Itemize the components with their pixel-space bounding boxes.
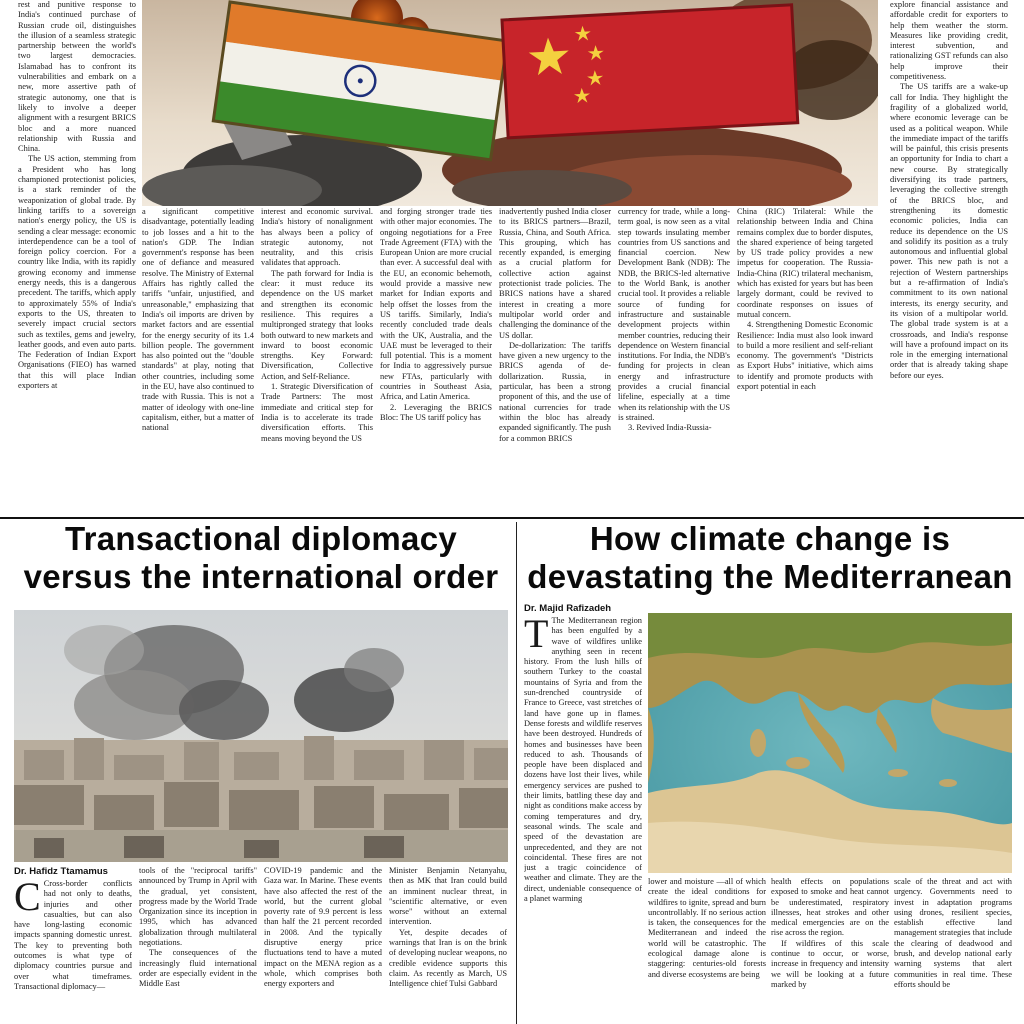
top-story-image — [142, 0, 878, 206]
paragraph: and forging stronger trade ties with other major economies. The ongoing negotiations for a Free Trade Agreement (FTA) with the European Union are more crucial than ever. A successful deal with the EU, an economic behemoth, would provide a massive new market for Indian exports and help offset the losses from the US tariffs. Similarly, India's recently concluded trade deals with the UK, Australia, and the UAE must be leveraged to their full potential. This is a moment for India to aggressively pursue new FTAs, particularly with countries in Southeast Asia, Africa, and Latin America. — [380, 207, 492, 402]
right-story-headline: How climate change is devastating the Mediterranean — [527, 520, 1013, 595]
left-story-column-1 — [14, 879, 132, 1024]
paragraph: 1. Strategic Diversification of Trade Partners: The most immediate and critical step for India is to accelerate its trade diversification efforts. This means moving beyond the US — [261, 382, 373, 443]
paragraph: COVID-19 pandemic and the Gaza war. In Marine. These events have also affected the rest of the world, but the current global poverty rate of 9.9 percent is less than half the 21 percent recorded in 2008. And the typically disruptive energy price fluctuations tend to have a muted impact on the MENA region as a whole, which comprises both energy exporters and — [264, 866, 382, 989]
left-story-column-4 — [389, 866, 507, 1024]
paragraph — [524, 616, 642, 904]
story-divider — [516, 522, 517, 1024]
drop-cap: T — [524, 616, 549, 656]
top-story-column-8 — [890, 0, 1008, 515]
paragraph: The US action, stemming from a President who has long championed protectionist policies, is a stark reminder of the weaponization of global trade. By linking tariffs to a sovereign nation's energy policy, the US is sending a clear message: economic interdependence can be a tool of foreign policy coercion. For a country like India, with its rapidly growing economy and immense energy needs, this is a dangerous precedent. The tariffs, which apply to approximately 55% of India's exports to the US, threaten to severely impact crucial sectors such as textiles, gems and jewelry, leather goods, and even auto parts. The Federation of Indian Export Organisations (FIEO) has warned that this will place Indian exporters at — [18, 154, 136, 390]
paragraph: If wildfires of this scale continue to occur, or worse, increase in frequency and intensity we will be looking at a future marked by — [771, 938, 889, 989]
top-story-column-6 — [618, 207, 730, 515]
section-divider — [0, 517, 1024, 519]
paragraph: 3. Revived India-Russia- — [628, 423, 712, 433]
right-story-column-1 — [524, 616, 642, 1024]
paragraph: rest and punitive response to India's continued purchase of Russian crude oil, distinguishes the illusion of a seamless strategic partnership between the world's two largest democracies. Islamabad has to confront its vulnerabilities and embark on a new, more assertive path of strategic autonomy, one that is likely to involve a deeper alignment with a resurgent BRICS bloc and a more nuanced relationship with Russia and China. — [18, 0, 136, 154]
paragraph: lower and moisture —all of which create the ideal conditions for wildfires to ignite, spread and burn uncontrollably. If no serious action is taken, the consequences for the Mediterranean and indeed the world will be catastrophic. The ecological damage alone is staggering: centuries-old forests and diverse ecosystems are being — [648, 877, 766, 979]
left-story-column-3 — [264, 866, 382, 1024]
paragraph: a significant competitive disadvantage, potentially leading to job losses and a hit to the nation's GDP. The Indian government's response has been one of defiance and measured resolve. The Ministry of External Affairs has rightly called the tariffs "unfair, unjustified, and unreasonable," emphasizing that India's oil imports are driven by market factors and are essential for the energy security of its 1.4 billion people. The government has also pointed out the "double standards" at play, noting that other countries, including some in the EU, have also continued to trade with Russia. This is not a matter of ideology with one-line capitalism, either, but a matter of national — [142, 207, 254, 433]
paragraph-text: The Mediterranean region has been engulfed by a wave of wildfires unlike anything seen in recent history. From the lush hills of southern Turkey to the coastal mountains of Syria and from the sun-drenched countryside of France to Greece, vast stretches of land have gone up in flames. Dense forests and wildlife reserves have been destroyed. Hundreds of homes and businesses have been reduced to ash. Thousands of people have been displaced and dozens have lost their lives, while emergency services are pushed to their limits, battling these day and night as conditions make access by coming temperatures and dry, seasonal winds. The scale and speed of the devastation are unprecedented, and they are not coincidental. These fires are not just a tragic coincidence of weather and climate. They are the direct, undeniable consequence of a planet warming — [524, 616, 642, 904]
right-story-byline: Dr. Majid Rafizadeh — [524, 603, 612, 614]
mediterranean-relief-map — [648, 613, 1012, 873]
top-story-column-4 — [380, 207, 492, 515]
destroyed-city-photo — [14, 610, 508, 862]
paragraph: De-dollarization: The tariffs have given a new urgency to the BRICS agenda of de-dollarization. Russia, in particular, has been a strong proponent of this, and the use of national currencies for trade within the bloc has already expanded significantly. The push for a common BRICS — [499, 340, 611, 443]
left-story-headline: Transactional diplomacy versus the international order — [23, 520, 499, 595]
paragraph: inadvertently pushed India closer to its BRICS partners—Brazil, Russia, China, and South Africa. This grouping, which has recently expanded, is emerging as a crucial platform for collective action against protectionist trade policies. The BRICS nations have a shared interest in creating a more multipolar world order and challenging the dominance of the US dollar. — [499, 207, 611, 340]
paragraph: tools of the "reciprocal tariffs" announced by Trump in April with the gradual, yet consistent, progress made by the World Trade Organization since its inception in 1995, which has advanced globalization through multilateral negotiations. — [139, 866, 257, 948]
right-story-column-4 — [894, 877, 1012, 1024]
top-story-column-5 — [499, 207, 611, 515]
right-story-column-2 — [648, 877, 766, 1024]
paragraph: The consequences of the increasingly fluid international order are especially evident in the Middle East — [139, 948, 257, 989]
left-story-byline: Dr. Hafidz Ttamamus — [14, 866, 108, 877]
top-story-column-3 — [261, 207, 373, 515]
right-story-image — [648, 613, 1012, 873]
paragraph: interest and economic survival. India's history of nonalignment has always been a policy of strategic autonomy, not neutrality, and this crisis validates that approach. — [261, 207, 373, 268]
left-story-image — [14, 610, 508, 862]
paragraph: The path forward for India is clear: it must reduce its dependence on the US market and strengthen its economic resilience. This requires a multipronged strategy that looks both outward to new markets and inward to boost economic strengths. Key Forward: Diversification, Collective Action, and Self-Reliance. — [261, 268, 373, 381]
paragraph: explore financial assistance and affordable credit for exporters to help them weather the storm. Measures like providing credit, interest subvention, and rationalizing GST refunds can also help improve their competitiveness. — [890, 0, 1008, 82]
drop-cap: C — [14, 879, 41, 919]
paragraph: 4. Strengthening Domestic Economic Resilience: India must also look inward to build a more resilient and self-reliant economy. The government's "Districts as Export Hubs" initiative, which aims to identify and promote products with export potential in each — [737, 320, 873, 392]
paragraph — [14, 879, 132, 992]
paragraph: health effects on populations exposed to smoke and heat cannot be underestimated, respiratory illnesses, heat strokes and other medical emergencies are on the rise across the region. — [771, 877, 889, 938]
paragraph: The US tariffs are a wake-up call for India. They highlight the fragility of a globalized world, where economic leverage can be used as a political weapon. While the immediate impact of the tariffs will be painful, this crisis presents an opportunity for India to chart a new course. By strategically diversifying its trade partners, leveraging the collective strength of the BRICS bloc, and strengthening its domestic economic policies, India can reduce its dependence on the US and solidify its position as a truly autonomous and influential global power. This new path is not a rejection of Western partnerships but a re-affirmation of India's commitment to its own national interests, its energy security, and its vision of a multipolar world. The global trade system is at a crossroads, and India's response will have a profound impact on its role in the emerging international order that is already taking shape before our eyes. — [890, 82, 1008, 380]
paragraph: 2. Leveraging the BRICS Bloc: The US tariff policy has — [380, 402, 492, 422]
paragraph: Minister Benjamin Netanyahu, then as MK that Iran could build an imminent nuclear threat, in "scientific alternative, or even worse" without an external intervention. — [389, 866, 507, 927]
top-story-column-1 — [18, 0, 136, 515]
right-story-column-3 — [771, 877, 889, 1024]
top-story-column-2 — [142, 207, 254, 515]
left-story-column-2 — [139, 866, 257, 1024]
paragraph: scale of the threat and act with urgency. Governments need to invest in adaptation programs using drones, resilient species, establish effective land management strategies that include the clearing of deadwood and brush, and develop national early warning systems that alert communities in real time. These efforts should be — [894, 877, 1012, 989]
paragraph: currency for trade, while a long-term goal, is now seen as a vital step towards insulating member countries from US sanctions and financial coercion. New Development Bank (NDB): The NDB, the BRICS-led alternative to the World Bank, is another crucial tool. It provides a reliable source of funding for infrastructure and sustainable development projects within member countries, reducing their dependence on Western financial institutions. For India, the NDB's funding for projects in clean energy and infrastructure provides a crucial financial lifeline, especially at a time when its relationship with the US is strained. — [618, 207, 730, 422]
paragraph: Yet, despite decades of warnings that Iran is on the brink of developing nuclear weapons, no credible evidence supports this claim. As recently as March, US Intelligence chief Tulsi Gabbard — [389, 927, 507, 989]
containers-flags-illustration — [142, 0, 878, 206]
paragraph-text: Cross-border conflicts had not only to deaths, injuries and other casualties, but can also have long-lasting economic impacts spanning domestic unrest. The key to preventing both outcomes is what type of diplomacy countries pursue and over what timeframes. Transactional diplomacy— — [14, 879, 132, 991]
top-story-column-7 — [737, 207, 873, 515]
paragraph: China (RIC) Trilateral: While the relationship between India and China remains complex due to border disputes, the shared experience of being targeted by US trade policy provides a new impetus for cooperation. The Russia-India-China (RIC) trilateral mechanism, which has existed for years but has been largely dormant, could be revived to coordinate responses on issues of mutual concern. — [737, 207, 873, 319]
